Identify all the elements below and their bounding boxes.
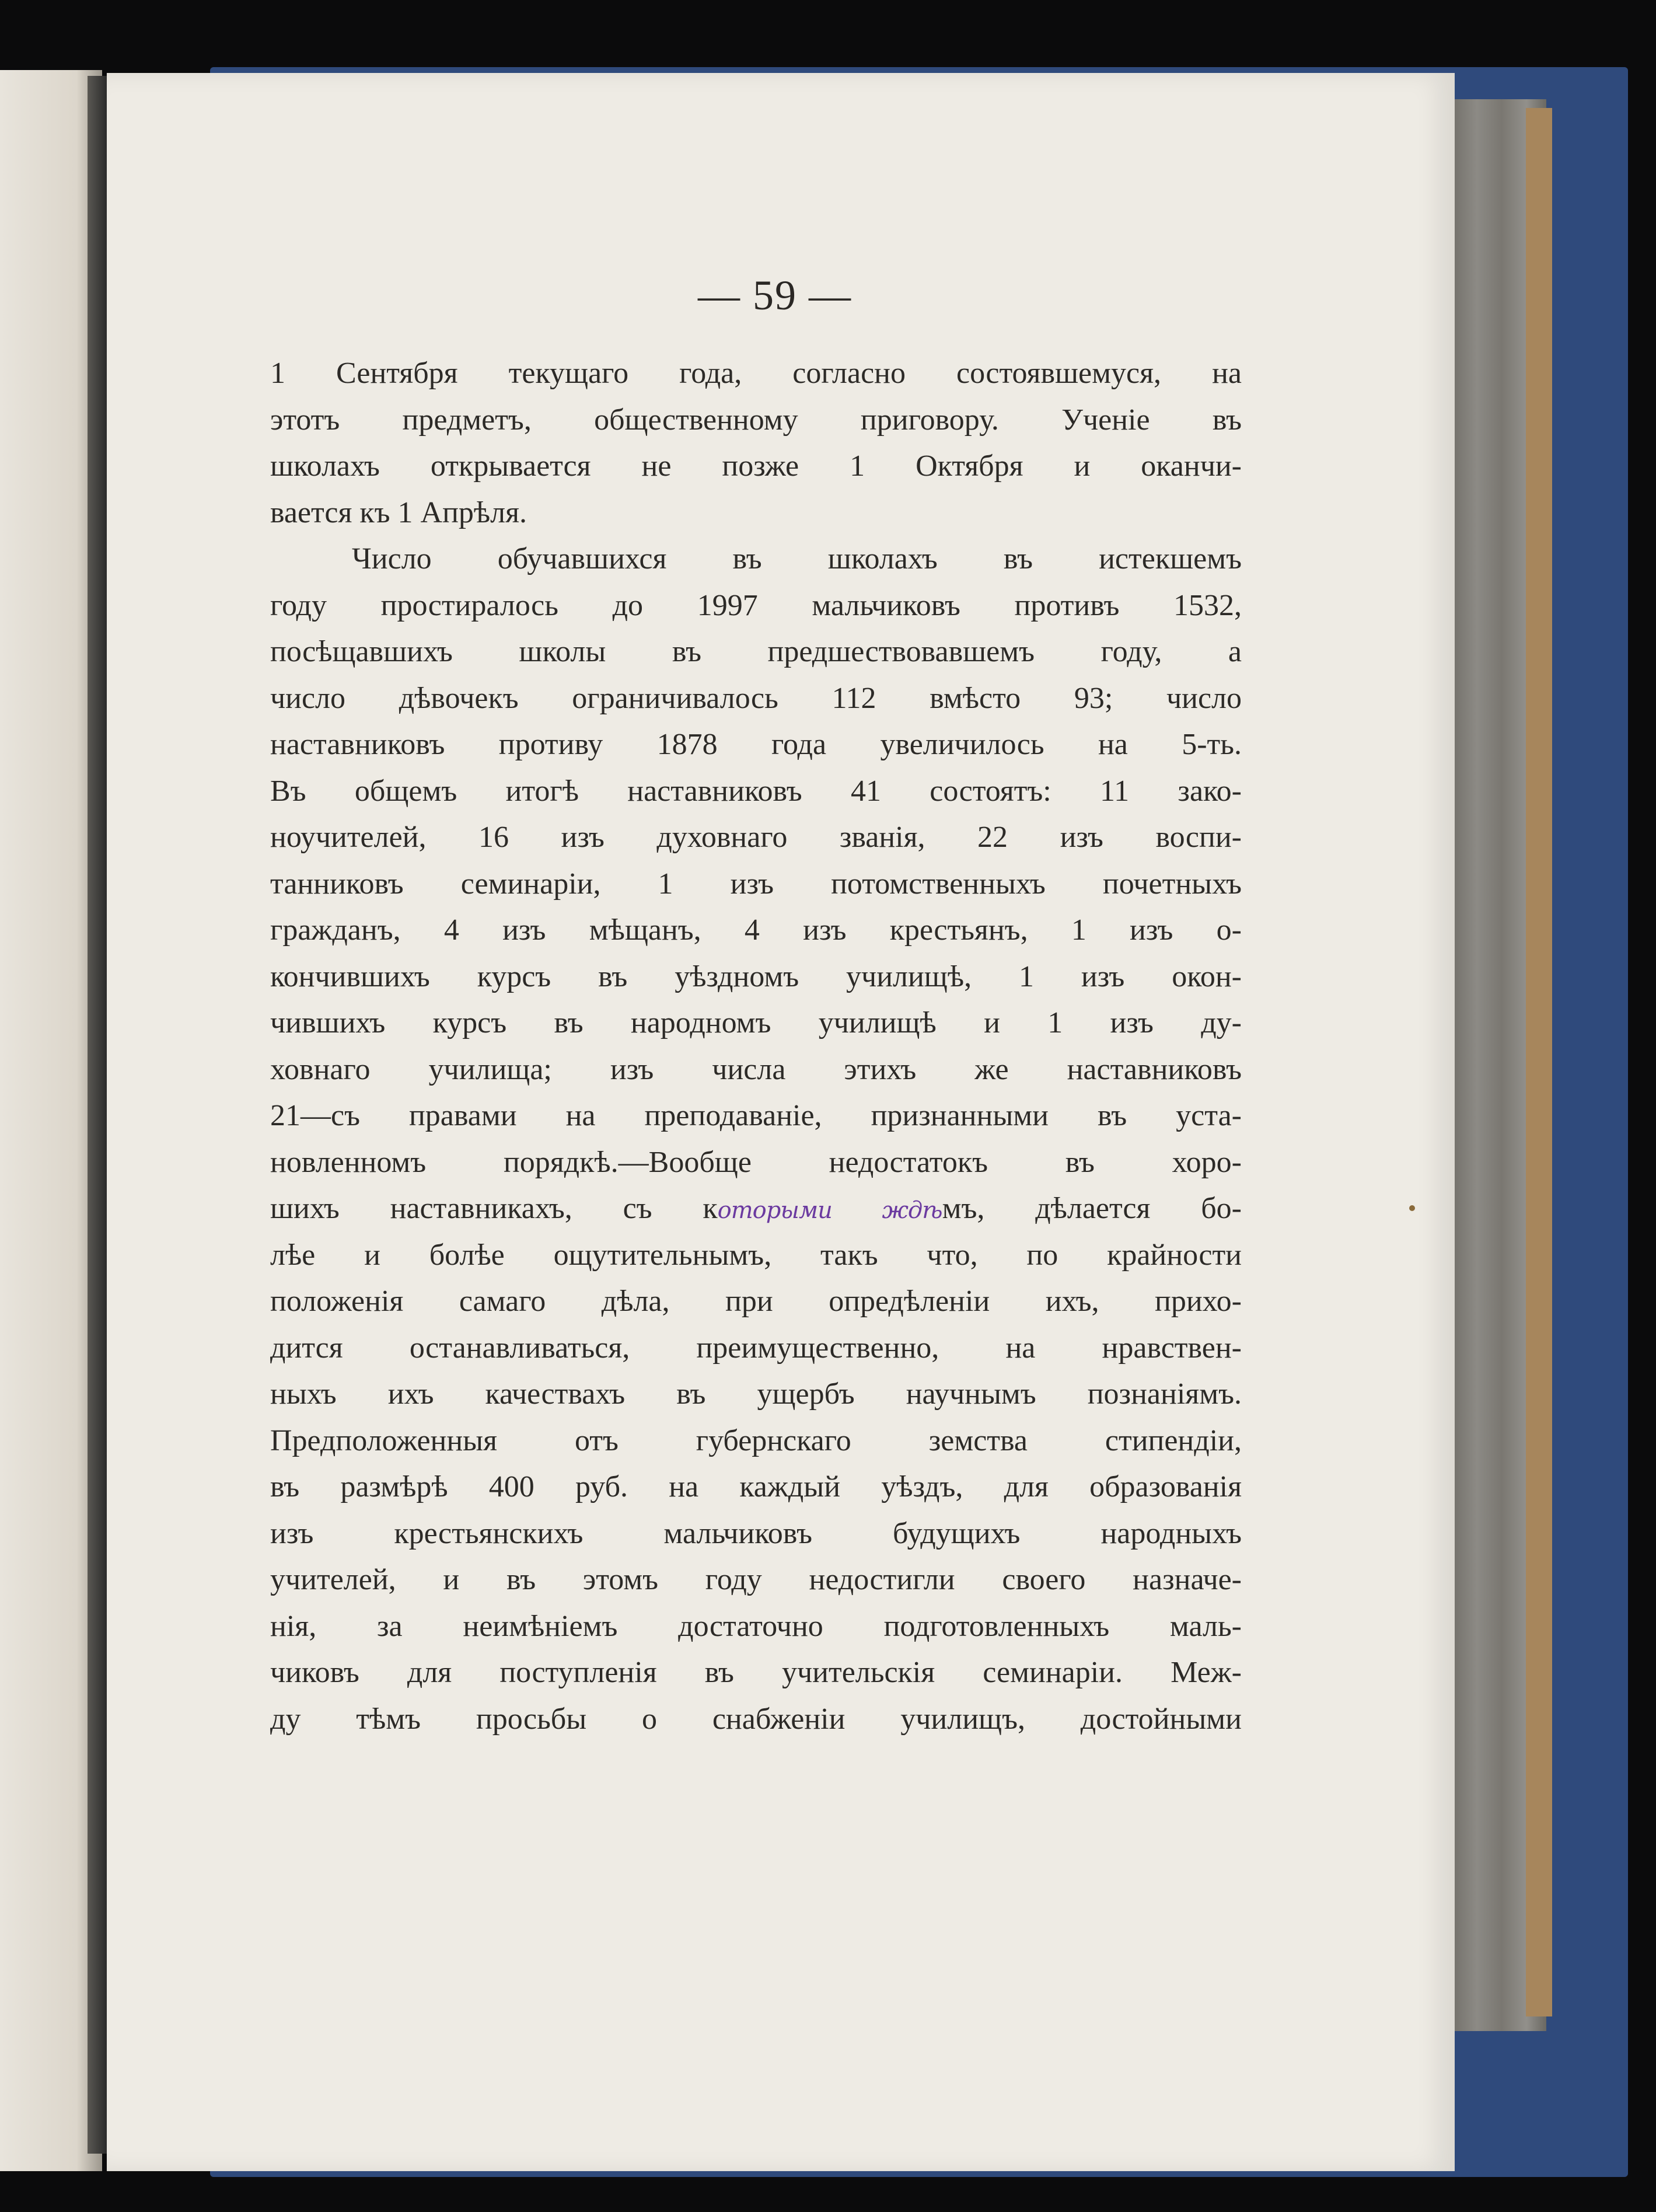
text-line: Число обучавшихся въ школахъ въ истекшемъ (352, 542, 1242, 575)
text-line: гражданъ, 4 изъ мѣщанъ, 4 изъ крестьянъ, 1 изъ о- (270, 913, 1242, 947)
text-line: 21—съ правами на преподаваніе, признанными въ уста- (270, 1099, 1242, 1132)
text-line: нія, за неимѣніемъ достаточно подготовленныхъ маль- (270, 1609, 1242, 1643)
text-line: чившихъ курсъ въ народномъ училищѣ и 1 изъ ду- (270, 1006, 1242, 1039)
text-line: танниковъ семинаріи, 1 изъ потомственныхъ почетныхъ (270, 867, 1242, 901)
text-line: ду тѣмъ просьбы о снабженіи училищъ, достойными (270, 1702, 1242, 1736)
page-text (270, 350, 1242, 1742)
text-line: чиковъ для поступленія въ учительскія семинаріи. Меж- (270, 1656, 1242, 1689)
text-line: наставниковъ противу 1878 года увеличилось на 5-ть. (270, 728, 1242, 761)
page-number: — 59 — (698, 272, 852, 319)
text-line (270, 1185, 1242, 1232)
text-line: новленномъ порядкѣ.—Вообще недостатокъ въ хоро- (270, 1145, 1242, 1179)
text-line: въ размѣрѣ 400 руб. на каждый уѣздъ, для образованія (270, 1470, 1242, 1503)
text-line: вается къ 1 Апрѣля. (270, 496, 527, 529)
ink-spot (1409, 1205, 1415, 1211)
text-line: 1 Сентября текущаго года, согласно состоявшемуся, на (270, 357, 1242, 390)
text-line: этотъ предметъ, общественному приговору. Ученіе въ (270, 403, 1242, 437)
handwritten-annotation: оторыми ждѣ (717, 1197, 942, 1224)
text-line: положенія самаго дѣла, при опредѣленіи ихъ, прихо- (270, 1285, 1242, 1318)
text-line: кончившихъ курсъ въ уѣздномъ училищѣ, 1 изъ окон- (270, 960, 1242, 993)
text-line: ныхъ ихъ качествахъ въ ущербъ научнымъ познаніямъ. (270, 1377, 1242, 1411)
text-segment: шихъ наставникахъ, съ к (270, 1192, 718, 1225)
left-facing-page (0, 70, 102, 2171)
text-line: изъ крестьянскихъ мальчиковъ будущихъ народныхъ (270, 1516, 1242, 1550)
text-line: посѣщавшихъ школы въ предшествовавшемъ году, а (270, 635, 1242, 668)
text-line: Въ общемъ итогѣ наставниковъ 41 состоятъ: 11 зако- (270, 774, 1242, 808)
text-segment: мъ, дѣлается бо- (942, 1192, 1242, 1225)
text-line: ховнаго училища; изъ числа этихъ же наставниковъ (270, 1052, 1242, 1086)
text-line: лѣе и болѣе ощутительнымъ, такъ что, по крайности (270, 1238, 1242, 1272)
text-line: году простиралось до 1997 мальчиковъ противъ 1532, (270, 588, 1242, 622)
text-line: дится останавливаться, преимущественно, на нравствен- (270, 1331, 1242, 1365)
text-line: учителей, и въ этомъ году недостигли своего назначе- (270, 1563, 1242, 1596)
text-line: Предположенныя отъ губернскаго земства стипендіи, (270, 1424, 1242, 1457)
book-page (107, 73, 1455, 2171)
text-line: число дѣвочекъ ограничивалось 112 вмѣсто 93; число (270, 681, 1242, 715)
book-spine-shadow (88, 76, 107, 2154)
board-edge (1526, 108, 1552, 2016)
text-line: ноучителей, 16 изъ духовнаго званія, 22 изъ воспи- (270, 821, 1242, 854)
text-line: школахъ открывается не позже 1 Октября и оканчи- (270, 449, 1242, 483)
